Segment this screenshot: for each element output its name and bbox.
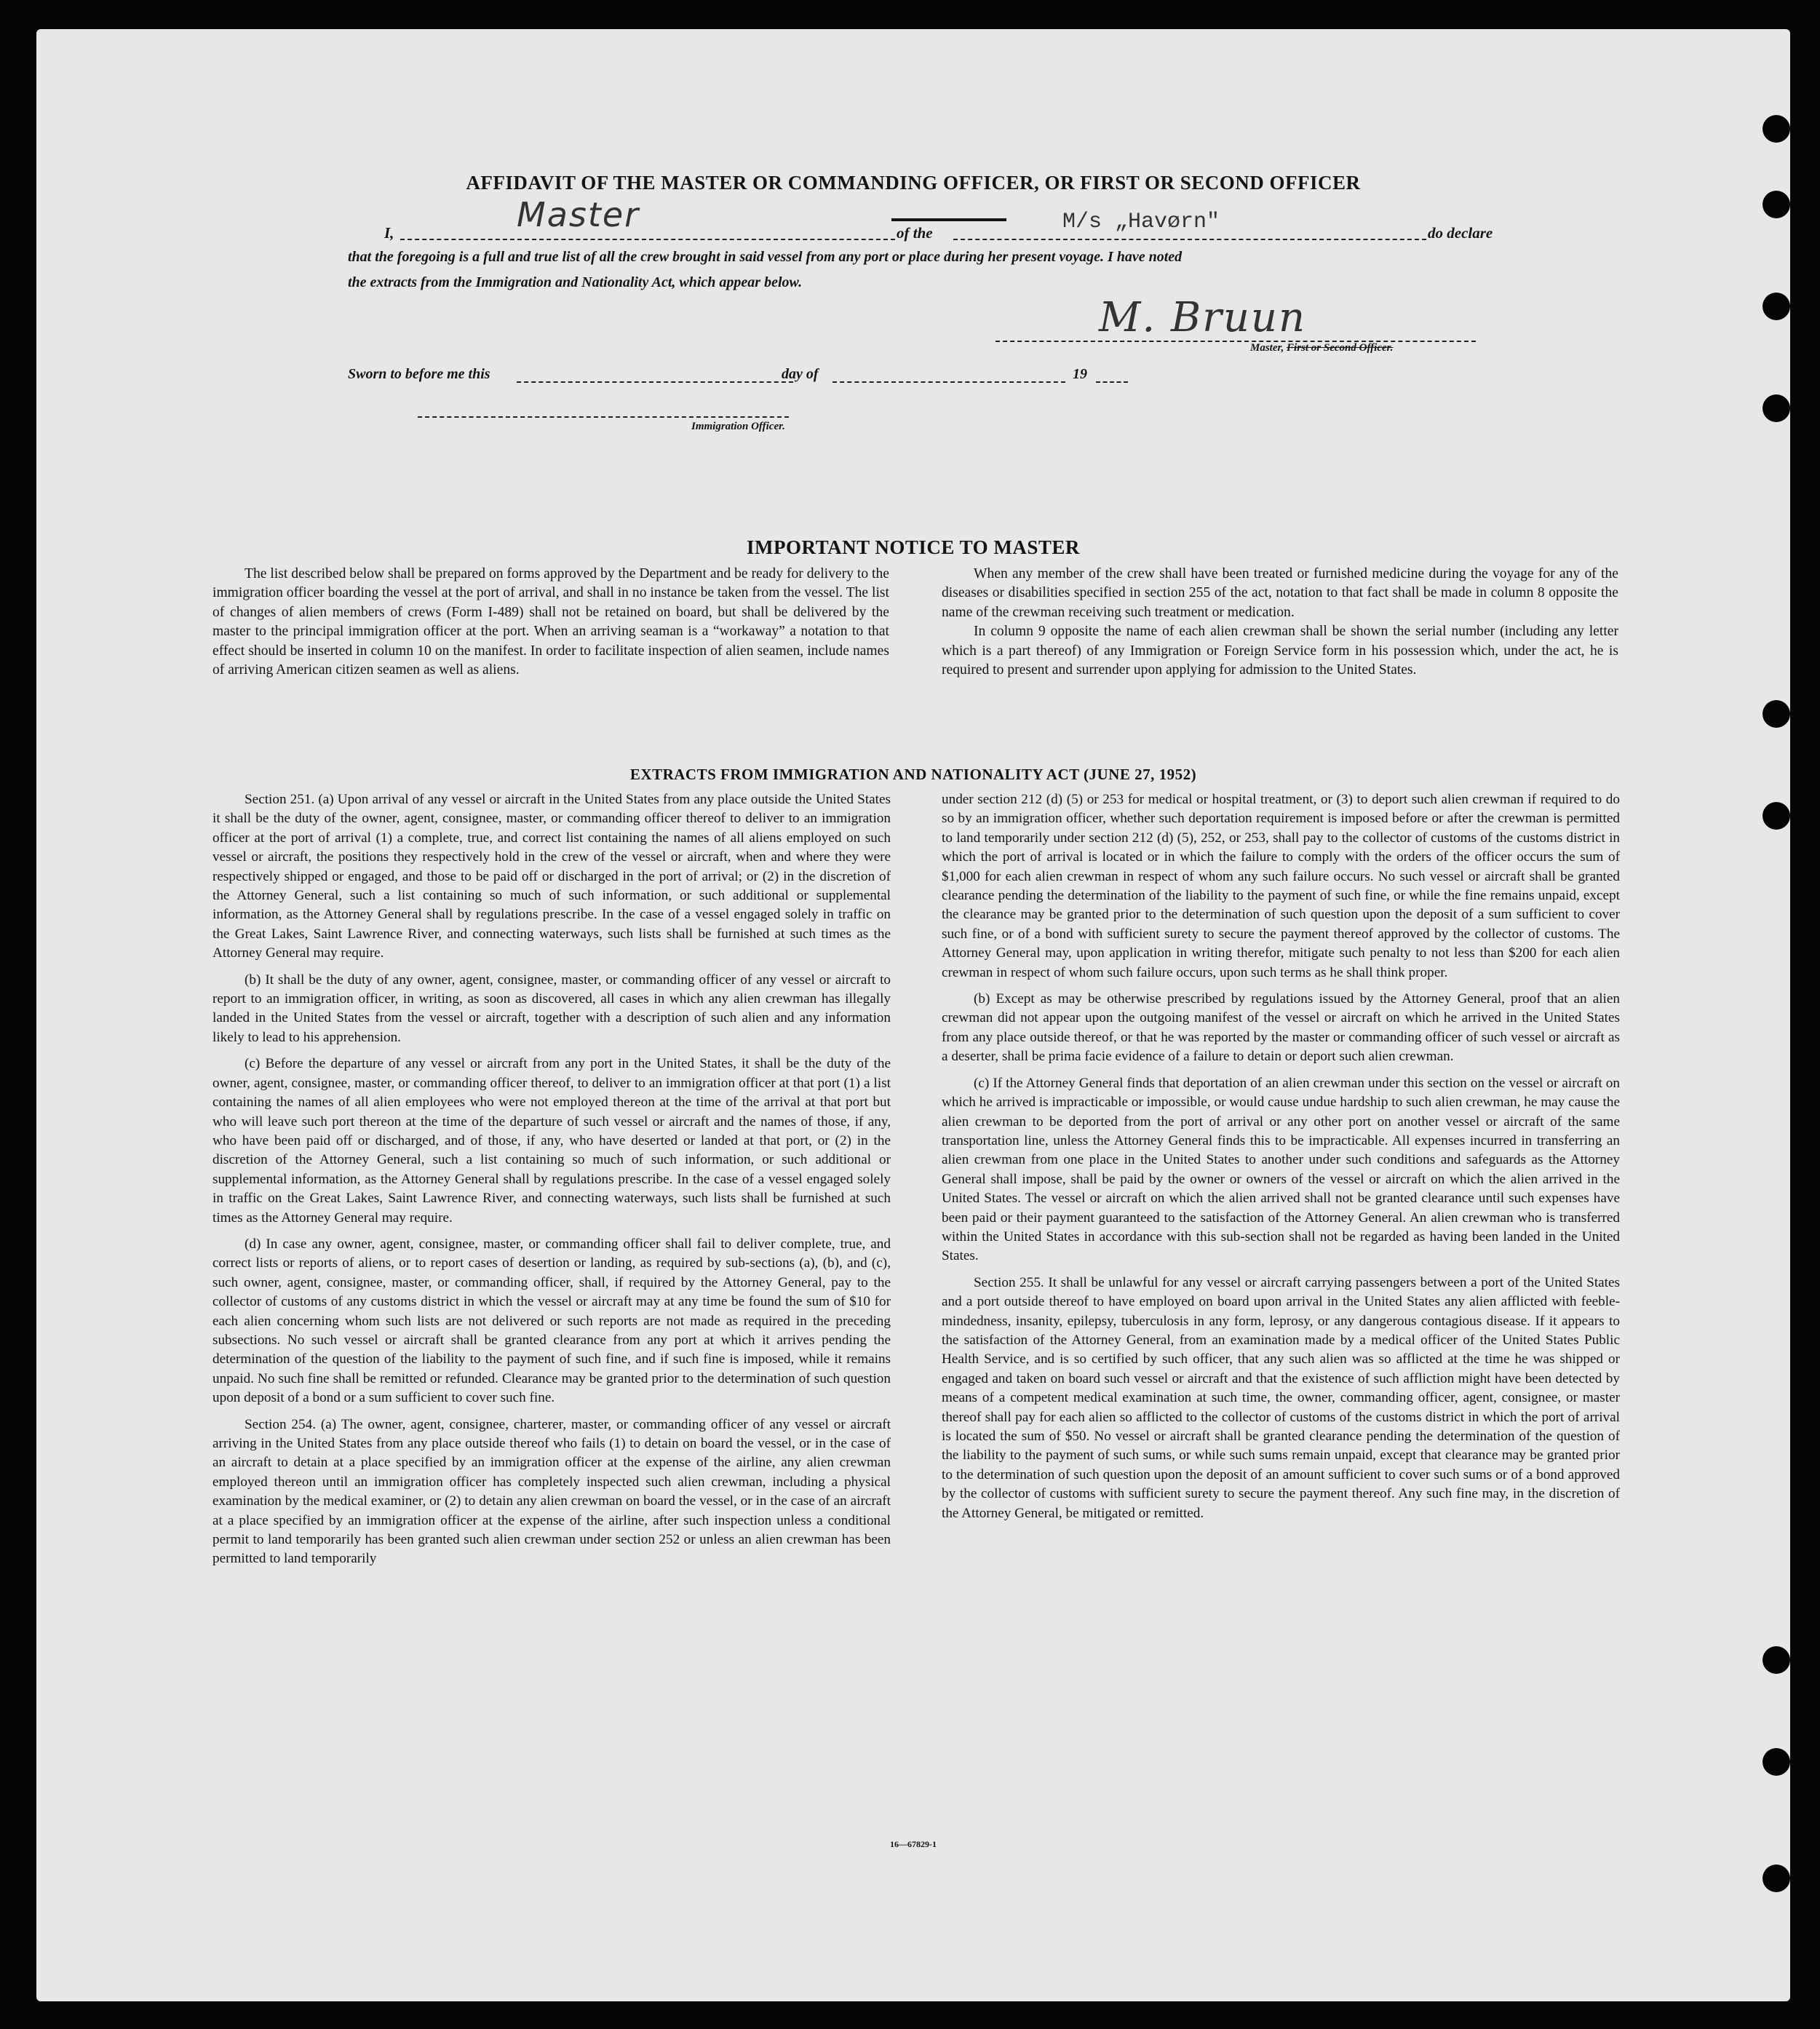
punch-hole — [1763, 394, 1790, 422]
name-field-line — [400, 239, 895, 240]
signature-line — [996, 341, 1476, 342]
signature-caption — [1250, 342, 1393, 354]
extract-paragraph: under section 212 (d) (5) or 253 for medical or hospital treatment, or (3) to deport such alien crewman if required to do so by an immigration officer, whether such deportation requirement is imposed before or after the crewman is permitted to land temporarily under section 212 (d) (5), 252, or 253, shall pay to the collector of customs of the customs district in which the port of arrival is located or in which the failure to comply with the orders of the officer occurs the sum of $1,000 for each alien crewman in respect of whom any such failure occurs. No such vessel or aircraft shall be granted clearance pending the determination of the liability to the payment of such fine, or while the fine remains unpaid, except the clearance may be granted prior to the determination of such question upon the deposit of a sum sufficient to cover such fine, or of a bond with sufficient surety to secure the payment thereof approved by the collector of customs. The Attorney General may, upon application in writing therefor, mitigate such penalty to not less than $200 for each alien crewman in respect of whom such failure occurs, upon such terms as he shall think proper. — [942, 792, 1620, 980]
extracts-left-column — [212, 790, 891, 1576]
signature-caption-struck: First or Second Officer. — [1287, 342, 1394, 354]
day-of-label: day of — [782, 366, 819, 382]
master-handwritten: Master — [517, 195, 640, 234]
title-divider — [891, 218, 1006, 221]
declaration-line-1: that the foregoing is a full and true list of all the crew brought in said vessel from any port or place during her present voyage. I have noted — [348, 249, 1183, 265]
declaration-line-2: the extracts from the Immigration and Nationality Act, which appear below. — [348, 274, 803, 290]
notice-right-paragraph-1: When any member of the crew shall have been treated or furnished medicine during the voyage for any of the diseases or disabilities specified in section 255 of the act, notation to that fact shall be made in column 8 opposite the name of the crewman receiving such treatment or medication. — [942, 566, 1618, 620]
of-the-label: of the — [897, 224, 933, 242]
notice-right-paragraph-2: In column 9 opposite the name of each alien crewman shall be shown the serial number (including any letter which is a part thereof) of any Immigration or Foreign Service form in his possession which, under the act, he is required to present and surrender upon applying for admission to the United States. — [942, 624, 1618, 678]
vessel-name: M/s „Havørn" — [1062, 210, 1220, 234]
extract-paragraph: Section 251. (a) Upon arrival of any vessel or aircraft in the United States from any place outside the United States it shall be the duty of the owner, agent, consignee, master, or commanding officer thereof to deliver to an immigration officer at the port of arrival (1) a complete, true, and correct list containing the names of all aliens employed on such vessel or aircraft, the positions they respectively hold in the crew of the vessel or aircraft, when and where they were respectively shipped or engaged, and those to be paid off or discharged in the port of arrival; or (2) in the discretion of the Attorney General, such a list containing so much of such information, or such additional or supplemental information, as the Attorney General shall by regulations prescribe. In the case of a vessel engaged solely in traffic on the Great Lakes, Saint Lawrence River, and connecting waterways, such lists shall be furnished at such times as the Attorney General may require. — [212, 792, 891, 961]
master-signature: M. Bruun — [1099, 294, 1307, 341]
document-page — [36, 29, 1790, 2001]
extracts-right-column — [942, 790, 1620, 1530]
punch-hole — [1763, 115, 1790, 143]
extract-paragraph: (b) It shall be the duty of any owner, agent, consignee, master, or commanding officer of any vessel or aircraft to report to an immigration officer, in writing, as soon as discovered, all cases in which any alien crewman has illegally landed in the United States from the vessel or aircraft, together with a description of such alien and any information likely to lead to his apprehension. — [212, 972, 891, 1045]
signature-caption-master: Master, — [1250, 342, 1284, 354]
punch-hole — [1763, 802, 1790, 830]
notice-left-paragraph: The list described below shall be prepared on forms approved by the Department and be ready for delivery to the immigration officer boarding the vessel at the port of arrival, and shall in no instance be taken from the vessel. The list of changes of alien members of crews (Form I-489) shall not be retained on board, but shall be delivered by the master to the principal immigration officer at the port. When an arriving seaman is a “workaway” a notation to that effect should be inserted in column 10 on the manifest. In order to facilitate inspection of alien seamen, include names of arriving American citizen seamen as well as aliens. — [212, 566, 889, 678]
notice-left-column — [212, 565, 889, 687]
notice-title: IMPORTANT NOTICE TO MASTER — [747, 536, 1080, 558]
extract-paragraph: (c) Before the departure of any vessel or aircraft from any port in the United States, it shall be the duty of the owner, agent, consignee, master, or commanding officer thereof, to deliver to an immigration officer at that port (1) a list containing the names of all alien employees who were not employed thereon at the time of the arrival at that port but who will leave such port thereon at the time of the departure of such vessel or aircraft and the names of those, if any, who have been paid off or discharged, and of those, if any, who have deserted or landed at that port, or (2) in the discretion of the Attorney General, such a list containing so much of such information, or such additional or supplemental information, as the Attorney General shall by regulations prescribe. In the case of a vessel engaged solely in traffic on the Great Lakes, Saint Lawrence River, and connecting waterways, such lists shall be furnished at such times as the Attorney General may require. — [212, 1056, 891, 1226]
sworn-day-line — [517, 381, 793, 383]
month-line — [832, 381, 1065, 383]
extract-paragraph: (c) If the Attorney General finds that deportation of an alien crewman under this section on the vessel or aircraft on which he arrived is impracticable or impossible, or would cause undue hardship to such alien crewman, he may cause the alien crewman to be deported from the port of arrival or any other port on another vessel or aircraft of the same transportation line, unless the Attorney General finds this to be impracticable. All expenses incurred in transferring an alien crewman from one place in the United States to another under such conditions and safeguards as the Attorney General shall impose, shall be paid by the owner or owners of the vessel or aircraft on which the alien arrived in the United States. The vessel or aircraft on which the alien arrived shall not be granted clearance until such expenses have been paid or their payment guaranteed to the satisfaction of the Attorney General. An alien crewman who is transferred within the United States in accordance with this sub-section shall not be regarded as having been landed in the United States. — [942, 1075, 1620, 1264]
affidavit-title: AFFIDAVIT OF THE MASTER OR COMMANDING OFFICER, OR FIRST OR SECOND OFFICER — [466, 172, 1361, 194]
punch-hole — [1763, 1865, 1790, 1892]
punch-hole — [1763, 293, 1790, 320]
form-code: 16—67829-1 — [890, 1839, 937, 1849]
sworn-label: Sworn to before me this — [348, 366, 490, 382]
notice-right-column — [942, 565, 1618, 687]
extract-paragraph: (b) Except as may be otherwise prescribed by regulations issued by the Attorney General, proof that an alien crewman did not appear upon the outgoing manifest of the vessel or aircraft on which he arrived in the United States from any place outside thereof, or that he was reported by the master or commanding officer of such vessel or aircraft as a deserter, shall be prima facie evidence of a failure to detain or deport such alien crewman. — [942, 991, 1620, 1065]
year-line — [1096, 381, 1128, 383]
extract-paragraph: (d) In case any owner, agent, consignee, master, or commanding officer shall fail to deliver complete, true, and correct lists or reports of aliens, or to report cases of desertion or landing, as required by sub-sections (a), (b), and (c), such owner, agent, consignee, master, or commanding officer, shall, if required by the Attorney General, pay to the collector of customs of any customs district in which the vessel or aircraft may at any time be found the sum of $10 for each alien concerning whom such lists are not delivered or such reports are not made as required in the preceding subsections. No such vessel or aircraft shall be granted clearance from any port at which it arrives pending the determination of the question of the liability to the payment of such fine, and if such fine is imposed, while it remains unpaid. No such fine shall be remitted or refunded. Clearance may be granted prior to the determination of such question upon deposit of a bond or a sum sufficient to cover such fine. — [212, 1236, 891, 1406]
officer-caption: Immigration Officer. — [691, 421, 785, 432]
officer-signature-line — [418, 416, 789, 418]
year-label: 19 — [1073, 366, 1087, 382]
punch-hole — [1763, 1646, 1790, 1674]
punch-hole — [1763, 191, 1790, 218]
punch-hole — [1763, 700, 1790, 728]
extract-paragraph: Section 254. (a) The owner, agent, consignee, charterer, master, or commanding officer of any vessel or aircraft arriving in the United States from any place outside thereof who fails (1) to detain on board the vessel, or in the case of an aircraft to detain at a place specified by an immigration officer at the expense of the airline, any alien crewman employed thereon until an immigration officer has completely inspected such alien crewman, including a physical examination by the medical examiner, or (2) to detain any alien crewman on board the vessel, or in the case of an aircraft at a place specified by an immigration officer at the expense of the airline, after such inspection unless a conditional permit to land temporarily has been granted such alien crewman under section 252 or unless an alien crewman has been permitted to land temporarily — [212, 1416, 891, 1567]
vessel-field-line — [953, 239, 1426, 240]
extract-paragraph: Section 255. It shall be unlawful for any vessel or aircraft carrying passengers between a port of the United States and a port outside thereof to have employed on board upon arrival in the United States any alien afflicted with feeble-mindedness, insanity, epilepsy, tuberculosis in any form, leprosy, or any dangerous contagious disease. If it appears to the satisfaction of the Attorney General, from an examination made by a medical officer of the United States Public Health Service, and is so certified by such officer, that any such alien was so afflicted at the time he was shipped or engaged and taken on board such vessel or aircraft and that the existence of such affliction might have been detected by means of a competent medical examination at such time, the owner, commanding officer, agent, consignee, or master thereof shall pay for each alien so afflicted to the collector of customs of the customs district in which the port of arrival is located the sum of $50. No vessel or aircraft shall be granted clearance pending the determination of the question of the liability to the payment of such sums, or while such sums remain unpaid, except that clearance may be granted prior to the determination of such question upon the deposit of an amount sufficient to cover such sums or of a bond approved by the collector of customs with sufficient surety to secure the payment thereof. Any such fine may, in the discretion of the Attorney General, be mitigated or remitted. — [942, 1274, 1620, 1521]
punch-hole — [1763, 1748, 1790, 1776]
i-label: I, — [384, 224, 394, 242]
do-declare-label: do declare — [1428, 224, 1493, 242]
extracts-title: EXTRACTS FROM IMMIGRATION AND NATIONALITY ACT (JUNE 27, 1952) — [629, 766, 1197, 783]
